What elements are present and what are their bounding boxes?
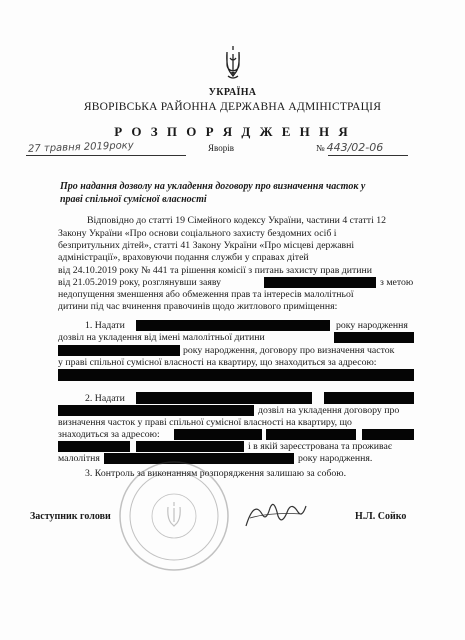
document-title: Р О З П О Р Я Д Ж Е Н Н Я xyxy=(114,124,351,139)
redaction-bar xyxy=(58,441,130,452)
redaction-bar xyxy=(264,277,376,288)
body-line: дозвіл на укладення від імені малолітньої дитини xyxy=(58,332,265,343)
redaction-bar xyxy=(324,392,414,404)
body-line: безпритульних дітей», статті 41 Закону України «Про місцеві державні xyxy=(58,240,355,251)
body-line: дитини під час вчинення правочинів щодо житлового приміщення: xyxy=(58,301,338,312)
date-handwritten: 27 травня 2019року xyxy=(27,140,134,155)
redaction-bar xyxy=(58,345,180,356)
body-line: недопущення зменшення або обмеження прав та інтересів малолітньої xyxy=(58,289,354,300)
body-line: і в якій зареєстрована та проживає xyxy=(248,441,393,452)
date-underline xyxy=(26,155,186,156)
redaction-bar xyxy=(58,369,414,381)
redaction-bar xyxy=(58,405,254,416)
body-line: визначення часток у праві спільної сумісної власності на квартиру, що xyxy=(58,417,352,428)
body-line: у праві спільної сумісної власності на квартиру, що знаходиться за адресою: xyxy=(58,357,377,368)
redaction-bar xyxy=(334,332,414,343)
body-line: року народження, договору про визначення часток xyxy=(183,345,395,356)
redaction-bar xyxy=(136,392,312,404)
body-line: року народження xyxy=(336,320,408,331)
body-line: Відповідно до статті 19 Сімейного кодексу України, частини 4 статті 12 xyxy=(87,215,387,226)
official-stamp xyxy=(118,460,230,572)
body-line: 3. Контроль за виконанням розпорядження залишаю за собою. xyxy=(85,468,347,479)
body-line: від 24.10.2019 року № 441 та рішення комісії з питань захисту прав дитини xyxy=(58,265,373,276)
document-number xyxy=(316,141,383,154)
body-line: від 21.05.2019 року, розглянувши заяву xyxy=(58,277,222,288)
trident-emblem-icon xyxy=(224,44,242,84)
signatory-name: Н.Л. Сойко xyxy=(355,511,407,522)
signatory-position: Заступник голови xyxy=(30,511,111,522)
country-name: УКРАЇНА xyxy=(208,87,257,98)
body-line: 2. Надати xyxy=(85,393,125,404)
redaction-bar xyxy=(174,429,262,440)
handwritten-signature xyxy=(240,496,310,532)
body-line: дозвіл на укладення договору про xyxy=(258,405,400,416)
body-line: року народження. xyxy=(298,453,373,464)
document-subject: Про надання дозволу на укладення договору про визначення часток у праві спільної сумісної власності xyxy=(60,181,366,205)
body-line: малолітня xyxy=(58,453,100,464)
redaction-bar xyxy=(362,429,414,440)
body-line: адміністрації», враховуючи подання служби у справах дітей xyxy=(58,252,309,263)
body-line: Закону України «Про основи соціального захисту бездомних осіб і xyxy=(58,228,337,239)
redaction-bar xyxy=(266,429,356,440)
redaction-bar xyxy=(136,441,244,452)
body-line: з метою xyxy=(380,277,414,288)
document-city: Яворів xyxy=(208,143,234,153)
number-handwritten: 443/02-06 xyxy=(326,141,384,154)
number-prefix: № xyxy=(316,143,325,153)
number-underline xyxy=(328,155,408,156)
redaction-bar xyxy=(136,320,330,331)
body-line: 1. Надати xyxy=(85,320,125,331)
body-line: знаходиться за адресою: xyxy=(58,429,160,440)
administration-name: ЯВОРІВСЬКА РАЙОННА ДЕРЖАВНА АДМІНІСТРАЦІЯ xyxy=(83,101,382,113)
